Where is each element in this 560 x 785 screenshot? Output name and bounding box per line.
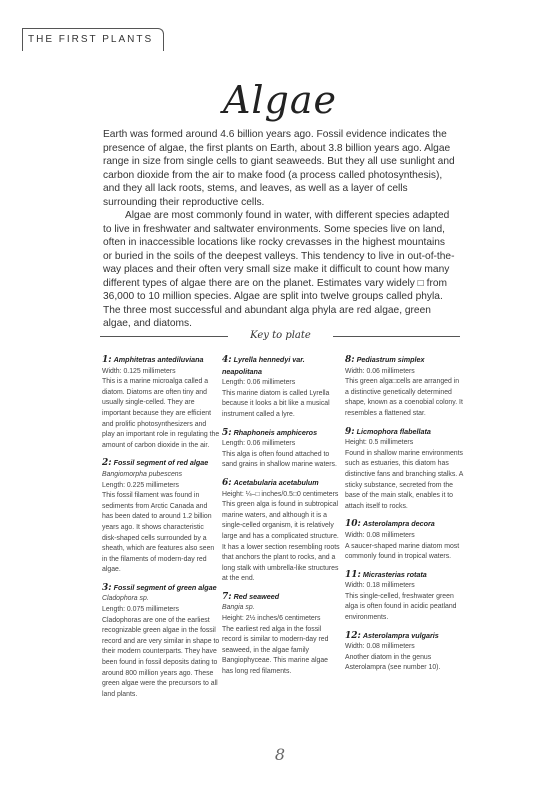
entry-number: 3:	[102, 582, 112, 593]
key-entry	[222, 428, 340, 471]
entry-number: 9:	[345, 426, 355, 437]
entry-description: This green alga is found in subtropical marine waters, and although it is a single-celled organism, it is relatively large and has a complicated structure. It has a lower section resembling roots that anchors the plant to rocks, and a long stalk with umbrella-like structures at the end.	[222, 501, 340, 583]
entry-heading	[345, 519, 463, 531]
entry-number: 12:	[345, 630, 361, 641]
entry-name: Red seaweed	[233, 591, 280, 601]
entry-name: Micrasterias rotata	[362, 569, 427, 579]
entry-number: 7:	[222, 591, 232, 602]
entry-heading	[345, 631, 463, 643]
entry-measurement: Height: ¼–□ inches/0.5□0 centimeters	[222, 490, 339, 498]
entry-number: 4:	[222, 355, 232, 365]
entry-number: 5:	[222, 427, 232, 438]
entry-scientific-name: Bangiomorpha pubescens	[102, 470, 183, 478]
entry-measurement: Width: 0.18 millimeters	[345, 582, 415, 590]
entry-name: Fossil segment of red algae	[113, 458, 209, 468]
entry-number: 8:	[345, 355, 355, 365]
key-entry	[345, 570, 463, 624]
key-entry	[345, 631, 463, 674]
entry-number: 2:	[102, 458, 112, 469]
entry-name: Asterolampra decora	[362, 519, 435, 529]
entry-description: This green alga□cells are arranged in a distinctive genetically determined shape, known as a coenobial colony. It resembles a flattened star.	[345, 378, 463, 417]
intro-text	[103, 128, 456, 331]
key-entry	[222, 355, 340, 421]
entry-name: Licmophora flabellata	[356, 426, 431, 436]
entry-heading	[222, 592, 340, 604]
entry-name: Amphitetras antediluviana	[113, 355, 204, 364]
key-entry	[222, 592, 340, 678]
key-entry	[102, 458, 220, 576]
key-entry	[222, 478, 340, 585]
entry-heading	[345, 427, 463, 439]
key-column-2	[222, 355, 340, 685]
entry-measurement: Width: 0.08 millimeters	[345, 531, 415, 539]
entry-scientific-name: Bangia sp.	[222, 604, 255, 612]
divider	[100, 336, 228, 337]
entry-description: This fossil filament was found in sediments from Arctic Canada and has been dated to around 1.2 billion years ago. It shows characteristic disk-shaped cells surrounded by a sheath, which are features also seen in the filaments of modern-day red algae.	[102, 492, 215, 574]
entry-heading	[102, 583, 220, 595]
entry-measurement: Height: 2½ inches/6 centimeters	[222, 615, 321, 623]
entry-measurement: Height: 0.5 millimeters	[345, 439, 414, 447]
entry-measurement: Length: 0.06 millimeters	[222, 379, 296, 387]
intro-paragraph: Algae are most commonly found in water, with different species adapted to live in freshwater and saltwater environments. Some species live on land, often in inaccessible locations like rocky crevasses in the highest mountains or buried in the soils of the deepest valleys. This tendency to live in out-of-the-way places and their often very small size make it difficult to count how many different types of algae there are on the planet. Estimates vary widely □ from 36,000 to 10 million species. Algae are split into twelve groups called phyla. The three most successful and abundant alga phyla are red algae, green algae, and diatoms.	[103, 210, 455, 329]
key-label: Key to plate	[250, 330, 311, 341]
intro-paragraph: Earth was formed around 4.6 billion years ago. Fossil evidence indicates the presence of algae, the first plants on Earth, about 3.8 billion years ago. Algae range in size from single cells to giant seaweeds. But they all use sunlight and carbon dioxide from the air to make food (a process called photosynthesis), and they all lack roots, stems, and leaves, as well as a layer of cells surrounding their reproductive cells.	[103, 129, 455, 208]
section-header	[22, 28, 164, 51]
key-entry	[345, 427, 463, 513]
key-entry	[102, 355, 220, 451]
entry-name: Fossil segment of green algae	[113, 582, 217, 592]
key-entry	[345, 519, 463, 562]
entry-description: This single-celled, freshwater green alga is often found in acidic peatland environments.	[345, 592, 457, 622]
entry-measurement: Length: 0.225 millimeters	[102, 481, 179, 489]
entry-description: This is a marine microalga called a diatom. Diatoms are often tiny and usually single-celled. They are important because they are efficient and prolific photosynthesizers and play an important role in regulating the amount of carbon dioxide in the air.	[102, 378, 220, 449]
entry-measurement: Width: 0.06 millimeters	[345, 367, 415, 375]
entry-heading	[345, 355, 463, 367]
entry-heading	[222, 428, 340, 440]
entry-measurement: Width: 0.08 millimeters	[345, 643, 415, 651]
entry-name: Acetabularia acetabulum	[233, 477, 319, 487]
entry-heading	[222, 478, 340, 490]
entry-description: Found in shallow marine environments such as estuaries, this diatom has distinctive fans and branching stalks. A sticky substance, secreted from the base of the main stalk, enables it to attach itself to rocks.	[345, 449, 463, 510]
page-title: Algae	[222, 78, 338, 122]
entry-number: 11:	[345, 569, 361, 580]
key-column-3	[345, 355, 463, 681]
entry-heading	[345, 570, 463, 582]
key-entry	[102, 583, 220, 701]
entry-name: Lyrella hennedyi var. neapolitana	[222, 355, 305, 376]
entry-number: 10:	[345, 519, 361, 530]
entry-name: Rhaphoneis amphiceros	[233, 427, 318, 437]
entry-measurement: Width: 0.125 millimeters	[102, 367, 176, 375]
entry-description: Cladophoras are one of the earliest recognizable green algae in the fossil record and are very similar in shape to their modern counterparts. They have been found in fossil deposits dating to around 800 million years ago. These green algae were the precursors to all land plants.	[102, 616, 220, 698]
entry-heading	[222, 355, 340, 378]
entry-number: 6:	[222, 477, 232, 488]
key-column-1	[102, 355, 220, 707]
entry-scientific-name: Cladophora sp.	[102, 595, 149, 603]
key-to-plate-heading	[100, 329, 460, 343]
entry-heading	[102, 458, 220, 470]
entry-description: Another diatom in the genus Asterolampra (see number 10).	[345, 653, 441, 672]
entry-description: The earliest red alga in the fossil record is similar to modern-day red seaweed, in the algae family Bangiophyceae. This marine algae has long red filaments.	[222, 625, 329, 676]
entry-name: Asterolampra vulgaris	[362, 630, 439, 640]
section-title: THE FIRST PLANTS	[28, 34, 154, 45]
entry-description: This marine diatom is called Lyrella because it looks a bit like a musical instrument called a lyre.	[222, 389, 330, 418]
key-entry	[345, 355, 463, 420]
entry-name: Pediastrum simplex	[356, 355, 425, 364]
entry-measurement: Length: 0.06 millimeters	[222, 440, 296, 448]
entry-measurement: Length: 0.075 millimeters	[102, 606, 179, 614]
entry-number: 1:	[102, 355, 112, 365]
entry-heading	[102, 355, 220, 367]
entry-description: This alga is often found attached to sand grains in shallow marine waters.	[222, 450, 337, 469]
divider	[333, 336, 460, 337]
page-number: 8	[274, 745, 286, 764]
entry-description: A saucer-shaped marine diatom most commonly found in tropical waters.	[345, 542, 460, 561]
